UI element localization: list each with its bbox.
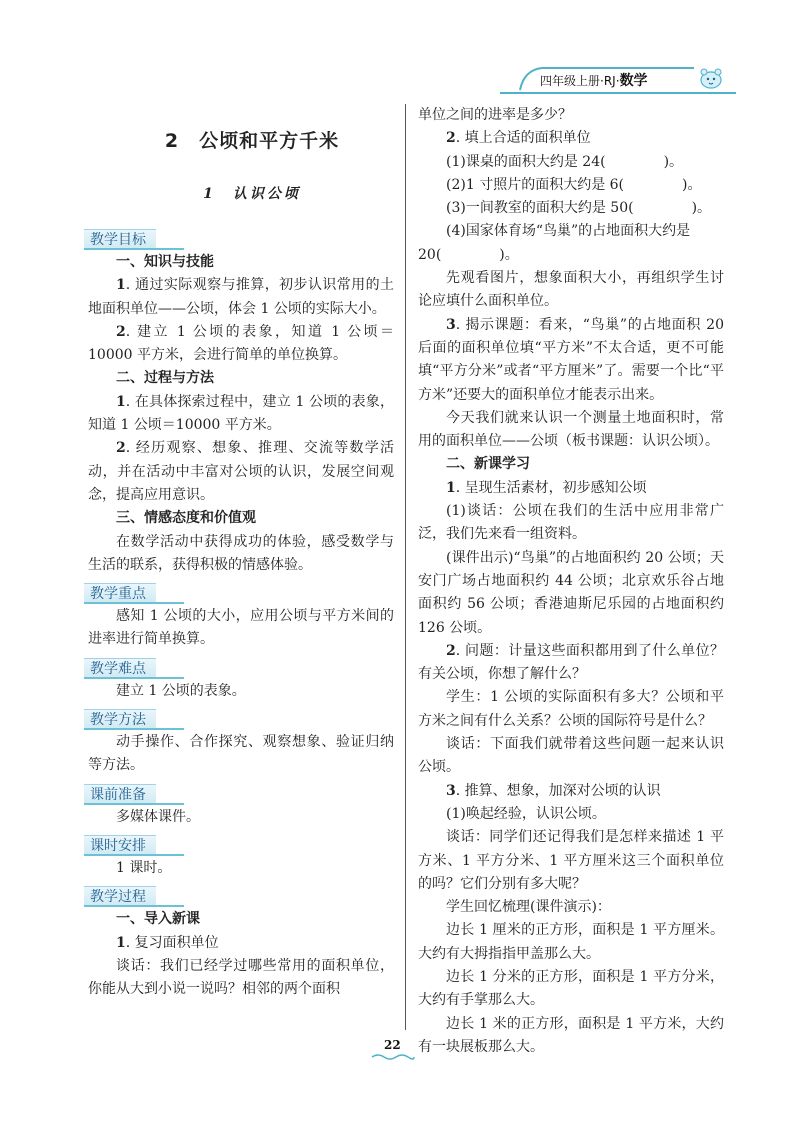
- section-tag-prep: [88, 778, 394, 806]
- paragraph: 2. 建立 1 公顷的表象，知道 1 公顷＝10000 平方米，会进行简单的单位换算。: [88, 323, 394, 364]
- paragraph: 学生：1 公顷的实际面积有多大？公顷和平方米之间有什么关系？公顷的国际符号是什么？: [418, 689, 724, 729]
- section-tag-goals: [88, 223, 394, 251]
- paragraph: 边长 1 分米的正方形，面积是 1 平方分米，大约有手掌那么大。: [418, 968, 724, 1009]
- paragraph: 先观看图片，想象面积大小，再组织学生讨论应填什么面积单位。: [418, 270, 724, 310]
- paragraph: 1 课时。: [116, 859, 172, 876]
- paragraph: 谈话：我们已经学过哪些常用的面积单位，你能从大到小说一说吗？相邻的两个面积: [88, 957, 394, 998]
- tag-label: 课前准备: [84, 784, 156, 805]
- paragraph: 3. 揭示课题：看来，“鸟巢”的占地面积 20 后面的面积单位填“平方米”不太合适，更不可能填“平方分米”或者“平方厘米”了。需要一个比“平方米”还要大的面积单位才能表示出来。: [418, 316, 724, 403]
- tag-label: 教学方法: [84, 709, 156, 730]
- fill-blank-item: (3)一间教室的面积大约是 50( )。: [446, 200, 712, 217]
- tag-label: 教学过程: [84, 886, 156, 907]
- page-header: [518, 66, 730, 92]
- mascot-icon: [698, 66, 724, 90]
- paragraph: 学生回忆梳理(课件演示)：: [446, 899, 611, 916]
- tag-label: 教学重点: [84, 583, 156, 604]
- paragraph: 感知 1 公顷的大小，应用公顷与平方米间的进率进行简单换算。: [88, 608, 394, 648]
- chapter-title: 2 公顷和平方千米: [164, 130, 340, 152]
- paragraph: 1. 通过实际观察与推算，初步认识常用的土地面积单位——公顷，体会 1 公顷的实际大小。: [88, 277, 394, 317]
- subsection-heading: 一、知识与技能: [116, 254, 214, 270]
- paragraph: 2. 填上合适的面积单位: [446, 130, 591, 147]
- left-column: [88, 100, 394, 1001]
- page-number: 22: [384, 1038, 401, 1052]
- paragraph: 动手操作、合作探究、观察想象、验证归纳等方法。: [88, 734, 394, 774]
- section-tag-process: [88, 880, 394, 908]
- subsection-heading: 一、导入新课: [116, 911, 200, 928]
- right-column: [418, 104, 724, 1059]
- paragraph: 2. 经历观察、想象、推理、交流等数学活动，并在活动中丰富对公顷的认识，发展空间观念，提高应用意识。: [88, 440, 394, 503]
- paragraph: 1. 呈现生活素材，初步感知公顷: [446, 479, 647, 496]
- tag-label: 教学目标: [84, 229, 156, 250]
- paragraph: 1. 在具体探索过程中，建立 1 公顷的表象，知道 1 公顷＝10000 平方米。: [88, 393, 394, 434]
- paragraph: 边长 1 厘米的正方形，面积是 1 平方厘米。大约有大拇指指甲盖那么大。: [418, 922, 724, 962]
- fill-blank-item: (1)课桌的面积大约是 24( )。: [446, 153, 684, 170]
- footer-wave-decoration: [370, 1053, 416, 1061]
- header-rule: [500, 92, 736, 94]
- subsection-heading: 二、新课学习: [446, 456, 530, 473]
- paragraph: 谈话：下面我们就带着这些问题一起来认识公顷。: [418, 736, 724, 776]
- section-tag-method: [88, 703, 394, 731]
- fill-blank-item: (4)国家体育场“鸟巢”的占地面积大约是: [446, 223, 691, 240]
- paragraph: 在数学活动中获得成功的体验，感受数学与生活的联系，获得积极的情感体验。: [88, 533, 394, 573]
- section-tag-key: [88, 577, 394, 605]
- paragraph: 1. 复习面积单位: [116, 934, 219, 951]
- paragraph: 今天我们就来认识一个测量土地面积时，常用的面积单位——公顷（板书课题：认识公顷）。: [418, 409, 724, 450]
- header-subject: 数学: [619, 73, 648, 89]
- tag-label: 教学难点: [84, 658, 156, 679]
- tag-label: 课时安排: [84, 835, 156, 856]
- header-title: 四年级上册·RJ·数学: [540, 73, 648, 89]
- paragraph: 多媒体课件。: [116, 808, 200, 825]
- fill-blank-item: (2)1 寸照片的面积大约是 6( )。: [446, 176, 702, 193]
- paragraph: 边长 1 米的正方形，面积是 1 平方米，大约有一块展板那么大。: [418, 1015, 724, 1055]
- header-edition: RJ: [603, 74, 616, 88]
- column-divider: [405, 104, 406, 1030]
- paragraph: (1)唤起经验，认识公顷。: [446, 805, 606, 822]
- subsection-heading: 二、过程与方法: [116, 370, 214, 387]
- paragraph: 单位之间的进率是多少？: [418, 107, 572, 123]
- paragraph: (1)谈话：公顷在我们的生活中应用非常广泛，我们先来看一组资料。: [418, 503, 724, 543]
- subsection-heading: 三、情感态度和价值观: [116, 510, 256, 527]
- paragraph: (课件出示)“鸟巢”的占地面积约 20 公顷；天安门广场占地面积约 44 公顷；北京欢乐谷占地面积约 56 公顷；香港迪斯尼乐园的占地面积约 126 公顷。: [418, 549, 724, 636]
- fill-blank-item: 20( )。: [418, 246, 519, 263]
- paragraph: 3. 推算、想象，加深对公顷的认识: [446, 782, 661, 799]
- section-tag-hours: [88, 829, 394, 857]
- paragraph: 谈话：同学们还记得我们是怎样来描述 1 平方米、1 平方分米、1 平方厘米这三个面积单位的吗？它们分别有多大呢？: [418, 829, 724, 892]
- section-tag-difficulty: [88, 652, 394, 680]
- lesson-title: 1 认识公顷: [203, 186, 301, 202]
- paragraph: 2. 问题：计量这些面积都用到了什么单位？有关公顷，你想了解什么？: [418, 642, 724, 683]
- header-grade: 四年级上册: [540, 74, 601, 88]
- paragraph: 建立 1 公顷的表象。: [116, 682, 246, 699]
